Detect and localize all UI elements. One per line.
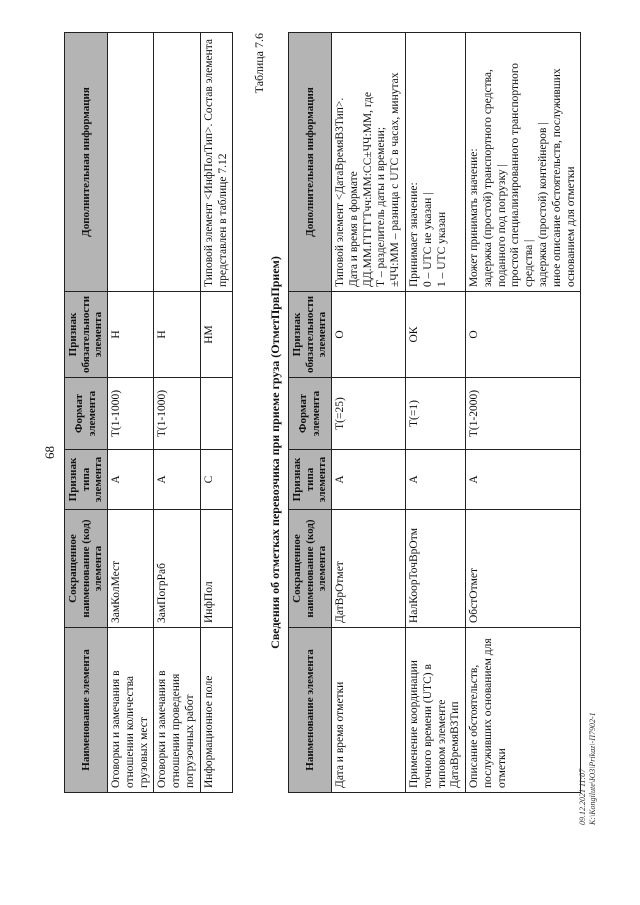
info-line: Может принимать значение: (468, 148, 481, 287)
info-line: ±ЧЧ:ММ – разница с UTC в часах, минутах (389, 72, 402, 287)
page-number: 68 (42, 446, 57, 459)
element-name-cell: Информационное поле (200, 628, 233, 793)
footer-path: К:\Kongilute\ЮЗ\Prikaz\-П7902-1 (588, 712, 598, 825)
element-required-cell: НМ (200, 292, 233, 378)
info-line: 1 – UTC указан (435, 211, 448, 287)
info-line: задержка (простой) контейнеров | (537, 122, 550, 287)
header-cell: Признак типа элемента (289, 450, 332, 510)
element-type-cell: А (466, 450, 581, 510)
info-line: Т – разделитель даты и времени; (375, 126, 388, 287)
element-type-cell: А (107, 450, 153, 510)
header-cell: Наименование элемента (65, 628, 108, 793)
header-cell: Формат элемента (289, 378, 332, 450)
element-name-cell: Дата и время отметки (331, 628, 405, 793)
footer-stamp (578, 712, 599, 825)
element-required-cell: О (466, 292, 581, 378)
element-type-cell: А (405, 450, 465, 510)
element-format-cell (200, 378, 233, 450)
elements-table-continued (64, 32, 233, 793)
header-cell: Сокращенное наименование (код) элемента (289, 510, 332, 628)
info-line: Типовой элемент <ДатаВремяВЗТип>. (333, 97, 346, 287)
table-row (154, 33, 200, 793)
header-cell: Признак обязательности элемента (65, 292, 108, 378)
element-info-cell (466, 33, 581, 292)
element-info-cell: Типовой элемент <ИнфПолТип>. Состав элемента представлен в таблице 7.12 (200, 33, 233, 292)
table-title: Сведения об отметках перевозчика при приеме груза (ОтметПрвПрием) (268, 256, 282, 649)
header-cell: Признак типа элемента (65, 450, 108, 510)
element-code-cell: ДатВрОтмет (331, 510, 405, 628)
info-line: простой специализированного транспортного средства | (509, 62, 536, 287)
header-cell: Сокращенное наименование (код) элемента (65, 510, 108, 628)
table-row (466, 33, 581, 793)
element-code-cell: ЗамПогрРаб (154, 510, 200, 628)
table-number: Таблица 7.6 (252, 33, 266, 94)
element-info-cell (154, 33, 200, 292)
element-required-cell: О (331, 292, 405, 378)
info-line: задержка (простой) транспортного средства, поданного под погрузку | (481, 69, 508, 287)
element-info-cell (107, 33, 153, 292)
footer-date: 09.12.2021 11:07 (578, 768, 587, 825)
table-header-row (65, 33, 108, 793)
header-cell: Дополнительная информация (65, 33, 108, 292)
info-line: 0 – UTC не указан | (421, 192, 434, 287)
table-row (405, 33, 465, 793)
element-code-cell: ИнфПол (200, 510, 233, 628)
info-line: ДД.ММ.ГГГГТчч:ММ:СС±ЧЧ:ММ, где (361, 91, 374, 287)
info-line: Принимает значение: (407, 182, 420, 287)
element-type-cell: С (200, 450, 233, 510)
table-row (331, 33, 405, 793)
element-format-cell: Т(1-1000) (154, 378, 200, 450)
element-required-cell: Н (107, 292, 153, 378)
element-code-cell: ЗамКолМест (107, 510, 153, 628)
table-row (107, 33, 153, 793)
element-name-cell: Оговорки и замечания в отношении количества грузовых мест (107, 628, 153, 793)
element-name-cell: Применение координации точного времени (UTC) в типовом элементе ДатаВремяВЗТип (405, 628, 465, 793)
header-cell: Признак обязательности элемента (289, 292, 332, 378)
table-row (200, 33, 233, 793)
element-required-cell: ОК (405, 292, 465, 378)
element-name-cell: Описание обстоятельств, послуживших основанием для отметки (466, 628, 581, 793)
element-format-cell: Т(=25) (331, 378, 405, 450)
header-cell: Наименование элемента (289, 628, 332, 793)
table-header-row (289, 33, 332, 793)
element-format-cell: Т(=1) (405, 378, 465, 450)
element-info-cell (331, 33, 405, 292)
element-code-cell: ОбстОтмет (466, 510, 581, 628)
element-required-cell: Н (154, 292, 200, 378)
element-type-cell: А (154, 450, 200, 510)
header-cell: Формат элемента (65, 378, 108, 450)
element-code-cell: НалКоорТочВрОтм (405, 510, 465, 628)
info-line: Дата и время в формате (347, 171, 360, 287)
element-info-cell (405, 33, 465, 292)
carrier-marks-table (288, 32, 581, 793)
header-cell: Дополнительная информация (289, 33, 332, 292)
element-format-cell: Т(1-1000) (107, 378, 153, 450)
element-name-cell: Оговорки и замечания в отношении проведения погрузочных работ (154, 628, 200, 793)
info-line: иное описание обстоятельств, послуживших основанием для отметки (550, 68, 577, 287)
element-type-cell: А (331, 450, 405, 510)
element-format-cell: Т(1-2000) (466, 378, 581, 450)
